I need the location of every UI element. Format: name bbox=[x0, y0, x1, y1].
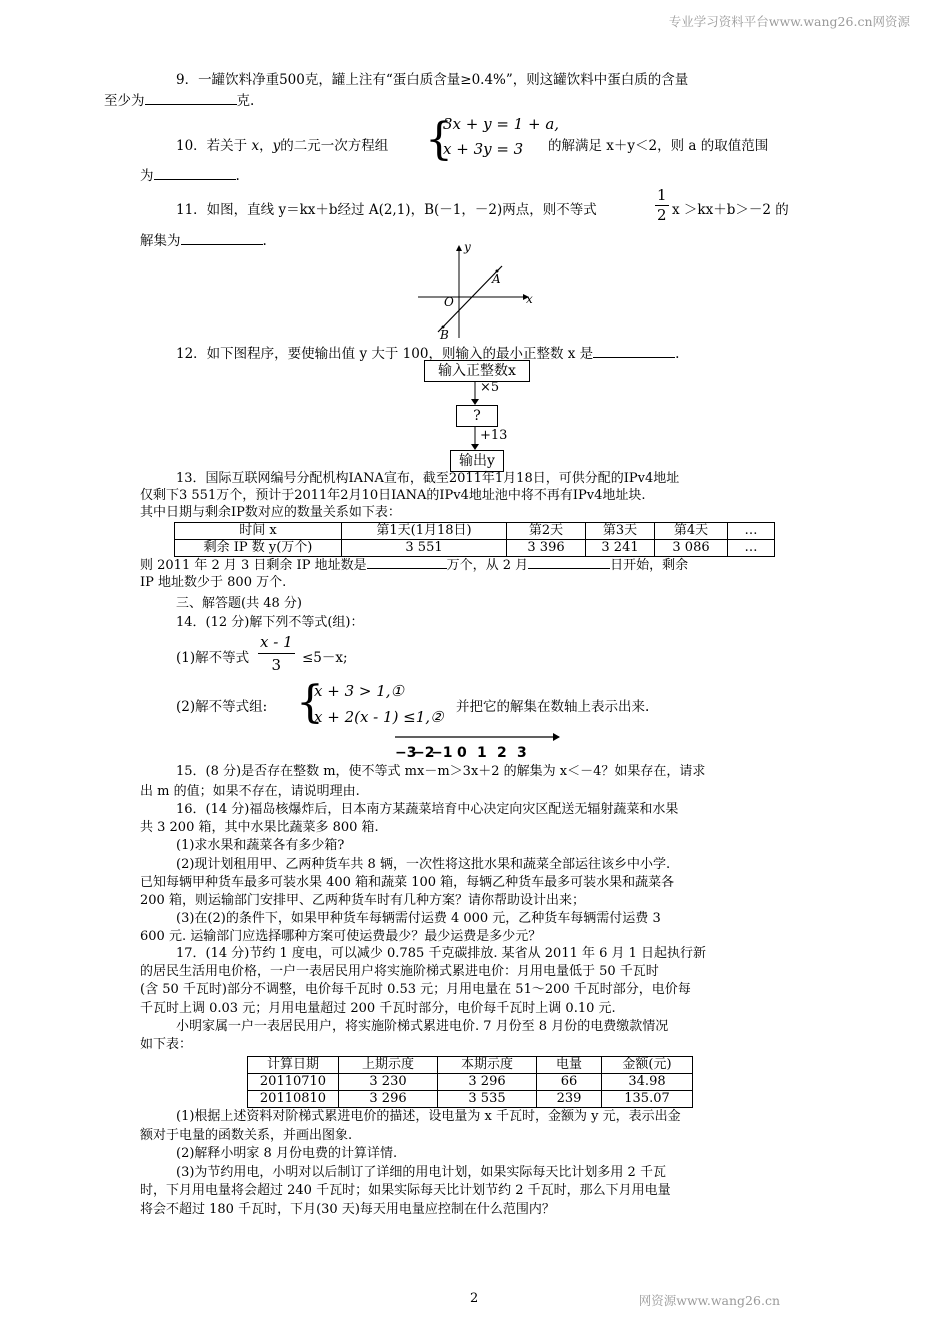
q10-eq2: x + 3y = 3 bbox=[443, 140, 524, 158]
q14-part2-a: (2)解不等式组: bbox=[176, 699, 268, 715]
flow-arrow-2 bbox=[470, 426, 480, 450]
q10-suffix: 的解满足 x＋y＜2，则 a 的取值范围 bbox=[548, 138, 769, 154]
table-row: 时间 x 第1天(1月18日) 第2天 第3天 第4天 … bbox=[175, 523, 775, 540]
axis-tick: 2 bbox=[497, 745, 507, 760]
q14-system: x + 3 > 1,① x + 2(x - 1) ≤1,② bbox=[314, 682, 444, 726]
number-line bbox=[395, 732, 565, 760]
q14-title: 14．(12 分)解下列不等式(组)： bbox=[176, 615, 364, 630]
axis-tick: −1 bbox=[431, 745, 453, 760]
q14-brace: { bbox=[296, 677, 324, 728]
axis-tick: 0 bbox=[457, 745, 467, 760]
axis-tick: 1 bbox=[477, 745, 487, 760]
question-9 bbox=[104, 70, 808, 112]
q10-brace: { bbox=[425, 114, 453, 165]
table-row: 20110810 3 296 3 535 239 135.07 bbox=[248, 1091, 693, 1108]
question-16: 16．(14 分)福岛核爆炸后，日本南方某蔬菜培育中心决定向灾区配送无辐射蔬菜和水果 共 3 200 箱，其中水果比蔬菜多 800 箱. (1)求水果和蔬菜各有多少箱? (2)现计划租用甲、乙两种货车共 8 辆，一次性将这批水果和蔬菜全部运往该乡中小学. 已知每辆甲种货车最多可装水果 400 箱和蔬菜 100 箱，每辆乙种货车最多可装水果和蔬菜各 200 箱，则运输部门安排甲、乙两种货车时有几种方案？请你帮助设计出来； (3)在(2)的条件下，如果甲种货车每辆需付运费 4 000 元，乙种货车每辆需付运费 3 600 元. 运输部门应选择哪种方案可使运费最少？最少运费是多少元？ bbox=[140, 802, 679, 945]
section-3-title: 三、解答题(共 48 分) bbox=[176, 596, 302, 611]
a-label: A bbox=[492, 272, 501, 286]
q14-fraction: x - 1 3 bbox=[260, 633, 293, 674]
q14-part1-b: ≤5－x; bbox=[302, 650, 348, 666]
q11-suffix: x ＞kx＋b＞－2 的 bbox=[672, 202, 789, 218]
q13-after: 则 2011 年 2 月 3 日剩余 IP 地址数是 万个，从 2 月 日开始，剩余 IP 地址数少于 800 万个. bbox=[140, 558, 689, 590]
q11-line2: 解集为 . bbox=[140, 233, 267, 249]
q14-part2-b: 并把它的解集在数轴上表示出来. bbox=[456, 699, 650, 715]
flow-op-2: +13 bbox=[480, 428, 508, 443]
q17-table bbox=[247, 1056, 693, 1108]
table-row: 剩余 IP 数 y(万个) 3 551 3 396 3 241 3 086 … bbox=[175, 540, 775, 557]
q10-system bbox=[443, 112, 559, 162]
question-13: 13．国际互联网编号分配机构IANA宣布，截至2011年1月18日，可供分配的IPv4地址 仅剩下3 551万个，预计于2011年2月10日IANA的IPv4地址池中将不再有IPv4地址块. 其中日期与剩余IP数对应的数量关系如下表： bbox=[140, 471, 680, 520]
y-label: y bbox=[464, 240, 471, 254]
axis-tick: 3 bbox=[517, 745, 527, 760]
q10-eq1: 3x + y = 1 + a, bbox=[443, 115, 560, 133]
q14-part1-a: (1)解不等式 bbox=[176, 650, 250, 666]
question-10-prefix: 10．若关于 x，y的二元一次方程组 bbox=[176, 138, 389, 154]
question-15: 15．(8 分)是否存在整数 m，使不等式 mx－m＞3x＋2 的解集为 x＜－4？如果存在，请求 出 m 的值；如果不存在，请说明理由. bbox=[140, 764, 706, 799]
x-label: x bbox=[526, 292, 533, 306]
header-watermark: 专业学习资料平台www.wang26.cn网资源 bbox=[668, 14, 910, 29]
q9-line2: 至少为 克. bbox=[104, 93, 255, 109]
flow-arrow-1 bbox=[470, 381, 480, 405]
question-12: 12．如下图程序，要使输出值 y 大于 100，则输入的最小正整数 x 是 . bbox=[176, 346, 680, 362]
axis-tick: −2 bbox=[413, 745, 435, 760]
b-label: B bbox=[440, 328, 449, 342]
q17-subquestions: (1)根据上述资料对阶梯式累进电价的描述，设电量为 x 千瓦时，金额为 y 元，表示出金 额对于电量的函数关系，并画出图象. (2)解释小明家 8 月份电费的计算详情. (3)为节约用电，小明对以后制订了详细的用电计划，如果实际每天比计划多用 2 千瓦 时，下月用电量将会超过 240 千瓦时；如果实际每天比计划节约 2 千瓦时，那么下月用电量 将会不超过 180 千瓦时，下月(30 天)每天用电量应控制在什么范围内？ bbox=[140, 1109, 681, 1217]
q13-table bbox=[174, 522, 775, 557]
page-number: 2 bbox=[470, 1291, 479, 1306]
table-row: 计算日期 上期示度 本期示度 电量 金额(元) bbox=[248, 1057, 693, 1074]
q9-line1: 9．一罐饮料净重500克，罐上注有“蛋白质含量≥0.4%”，则这罐饮料中蛋白质的含量 bbox=[176, 72, 689, 88]
flow-input-box: 输入正整数x bbox=[424, 360, 530, 382]
q10-line2: 为 . bbox=[140, 168, 240, 184]
table-row: 20110710 3 230 3 296 66 34.98 bbox=[248, 1074, 693, 1091]
origin-label: O bbox=[444, 295, 454, 309]
flow-mid-box: ? bbox=[456, 405, 498, 427]
question-11-prefix: 11．如图，直线 y＝kx＋b经过 A(2,1)，B(－1，－2)两点，则不等式 bbox=[176, 202, 597, 218]
flow-op-1: ×5 bbox=[480, 380, 500, 395]
footer-watermark: 网资源www.wang26.cn bbox=[638, 1293, 780, 1308]
q11-fraction: 1 2 bbox=[657, 186, 667, 224]
q11-graph bbox=[410, 240, 540, 342]
axis-tick: −3 bbox=[395, 745, 417, 760]
flow-output-box: 输出y bbox=[450, 450, 504, 472]
question-17: 17．(14 分)节约 1 度电，可以减少 0.785 千克碳排放. 某省从 2011 年 6 月 1 日起执行新 的居民生活用电价格，一户一表居民用户将实施阶梯式累进电价：月用电量低于 50 千瓦时 (含 50 千瓦时)部分不调整，电价每千瓦时 0.53 元；月用电量在 51～200 千瓦时部分，电价每 千瓦时上调 0.03 元；月用电量超过 200 千瓦时部分，电价每千瓦时上调 0.10 元. 小明家属一户一表居民用户，将实施阶梯式累进电价. 7 月份至 8 月份的电费缴款情况 如下表： bbox=[140, 946, 707, 1053]
